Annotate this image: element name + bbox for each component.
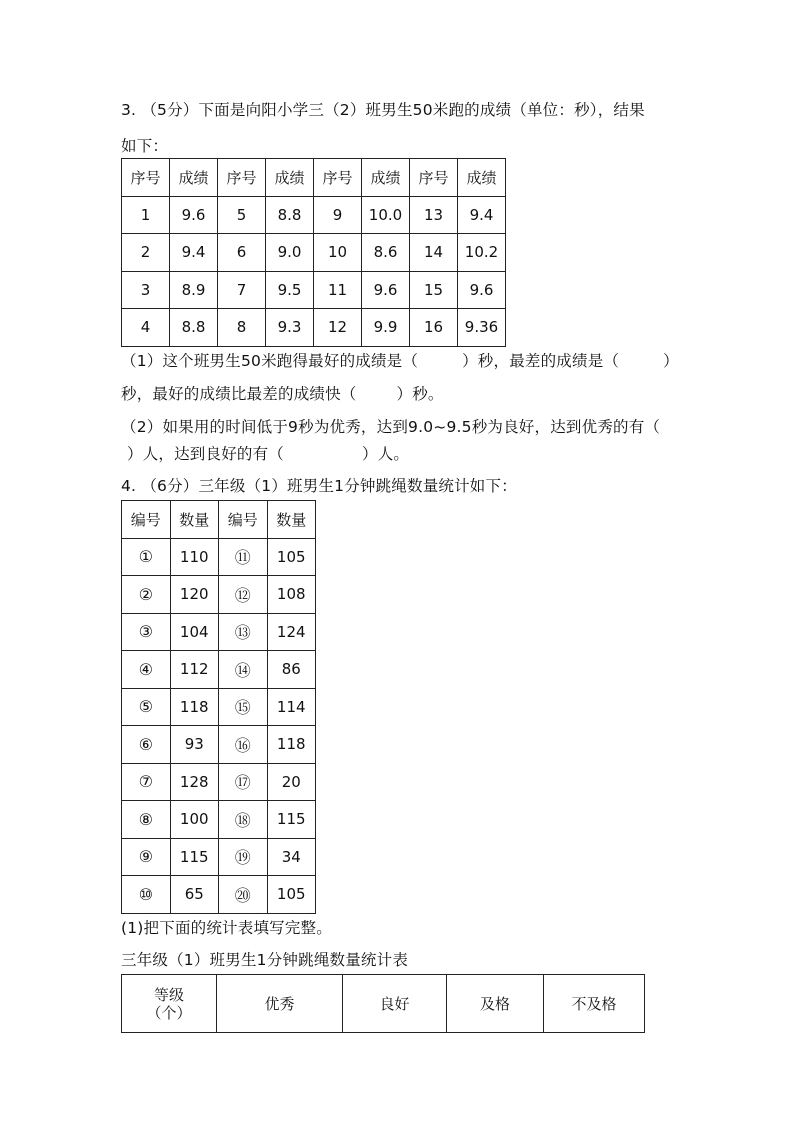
table-cell: 128 — [170, 763, 219, 801]
table-cell: 16 — [410, 309, 458, 347]
table-cell: 115 — [170, 838, 219, 876]
q3-line2: 如下： — [121, 137, 169, 155]
table-cell: ② — [122, 576, 171, 614]
table-row — [122, 651, 316, 689]
table-cell: 9.36 — [458, 309, 506, 347]
stats-header-fail: 不及格 — [544, 975, 645, 1033]
table-cell: 8 — [218, 309, 266, 347]
table-cell: ⑤ — [122, 688, 171, 726]
table-cell: 1 — [122, 196, 170, 234]
q3-sub1-part-b: ）秒，最差的成绩是（ — [462, 352, 620, 370]
table-row — [122, 613, 316, 651]
q3-sub2-line1: （2）如果用的时间低于9秒为优秀，达到9.0~9.5秒为良好，达到优秀的有（ — [121, 418, 661, 436]
table-cell: 9.4 — [170, 234, 218, 272]
table-cell: 9.4 — [458, 196, 506, 234]
table-cell: 8.6 — [362, 234, 410, 272]
table-cell: ⑮ — [219, 688, 268, 726]
table-cell: 108 — [267, 576, 316, 614]
table-cell: ⑥ — [122, 726, 171, 764]
table-cell: ⑬ — [219, 613, 268, 651]
table-cell: 8.8 — [170, 309, 218, 347]
table-cell: 8.8 — [266, 196, 314, 234]
table-row — [122, 876, 316, 914]
table-cell: 124 — [267, 613, 316, 651]
table-cell: 9.0 — [266, 234, 314, 272]
table-cell: 105 — [267, 538, 316, 576]
table-row — [122, 975, 645, 1033]
q3-sub1-part-a: （1）这个班男生50米跑得最好的成绩是（ — [121, 352, 419, 370]
table-cell: 86 — [267, 651, 316, 689]
table-cell: ① — [122, 538, 171, 576]
table-header-cell: 数量 — [170, 501, 219, 539]
table-cell: ⑳ — [219, 876, 268, 914]
table-cell: 34 — [267, 838, 316, 876]
table-header-cell: 序号 — [122, 159, 170, 197]
table-cell: 13 — [410, 196, 458, 234]
table-cell: 118 — [170, 688, 219, 726]
table-cell: ③ — [122, 613, 171, 651]
stats-header-good: 良好 — [343, 975, 447, 1033]
table-cell: 9.6 — [362, 271, 410, 309]
table-row — [122, 763, 316, 801]
table-cell: 114 — [267, 688, 316, 726]
table-row — [122, 726, 316, 764]
table-cell: 12 — [314, 309, 362, 347]
q3-sub1-part-d: 秒，最好的成绩比最差的成绩快（ — [121, 385, 357, 403]
q4-sub1: (1)把下面的统计表填写完整。 — [121, 919, 332, 937]
table-cell: 120 — [170, 576, 219, 614]
table-cell: ⑧ — [122, 801, 171, 839]
table-cell: 104 — [170, 613, 219, 651]
table-cell: 7 — [218, 271, 266, 309]
q4-stats-table — [121, 974, 645, 1033]
q3-sub1-part-e: ）秒。 — [396, 385, 444, 403]
table-header-cell: 成绩 — [362, 159, 410, 197]
table-cell: 9.6 — [170, 196, 218, 234]
table-cell: 15 — [410, 271, 458, 309]
table-cell: 4 — [122, 309, 170, 347]
table-cell: 65 — [170, 876, 219, 914]
table-cell: 93 — [170, 726, 219, 764]
table-cell: 9.6 — [458, 271, 506, 309]
table-cell: ⑯ — [219, 726, 268, 764]
table-cell: 3 — [122, 271, 170, 309]
table-cell: ⑭ — [219, 651, 268, 689]
table-cell: 10.0 — [362, 196, 410, 234]
table-row — [122, 688, 316, 726]
table-cell: 9 — [314, 196, 362, 234]
table-cell: 2 — [122, 234, 170, 272]
table-row — [122, 309, 506, 347]
table-cell: ⑩ — [122, 876, 171, 914]
table-header-cell: 成绩 — [170, 159, 218, 197]
table-header-cell: 序号 — [218, 159, 266, 197]
table-header-cell: 序号 — [314, 159, 362, 197]
table-header-cell: 编号 — [122, 501, 171, 539]
table-header-cell: 数量 — [267, 501, 316, 539]
q3-line1: 3. （5分）下面是向阳小学三（2）班男生50米跑的成绩（单位：秒），结果 — [121, 101, 645, 119]
q3-sub1-line1 — [121, 349, 679, 371]
table-cell: 11 — [314, 271, 362, 309]
table-row — [122, 801, 316, 839]
q3-sub2-part-c: ）人。 — [362, 445, 410, 463]
table-cell: ⑪ — [219, 538, 268, 576]
table-cell: ⑱ — [219, 801, 268, 839]
q4-line1: 4. （6分）三年级（1）班男生1分钟跳绳数量统计如下： — [121, 477, 517, 495]
table-cell: 112 — [170, 651, 219, 689]
table-cell: 105 — [267, 876, 316, 914]
table-cell: ④ — [122, 651, 171, 689]
stats-header-pass: 及格 — [447, 975, 544, 1033]
table-row — [122, 196, 506, 234]
table-cell: 118 — [267, 726, 316, 764]
table-header-cell: 编号 — [219, 501, 268, 539]
table-cell: ⑫ — [219, 576, 268, 614]
table-cell: 6 — [218, 234, 266, 272]
table-row — [122, 576, 316, 614]
table-cell: 8.9 — [170, 271, 218, 309]
table-header-cell: 成绩 — [458, 159, 506, 197]
table-row — [122, 538, 316, 576]
table-header-row — [122, 501, 316, 539]
table-row — [122, 271, 506, 309]
table-cell: 9.5 — [266, 271, 314, 309]
table-cell: 10.2 — [458, 234, 506, 272]
table-cell: 9.9 — [362, 309, 410, 347]
table-header-row — [122, 159, 506, 197]
stats-header-excellent: 优秀 — [217, 975, 343, 1033]
q3-results-table — [121, 158, 506, 347]
table-row — [122, 838, 316, 876]
table-cell: ⑲ — [219, 838, 268, 876]
table-cell: ⑰ — [219, 763, 268, 801]
q4-stats-title: 三年级（1）班男生1分钟跳绳数量统计表 — [121, 951, 409, 969]
q3-sub1-part-c: ） — [663, 352, 679, 370]
table-cell: 110 — [170, 538, 219, 576]
table-row — [122, 234, 506, 272]
table-cell: 10 — [314, 234, 362, 272]
table-cell: 100 — [170, 801, 219, 839]
table-cell: 5 — [218, 196, 266, 234]
table-header-cell: 成绩 — [266, 159, 314, 197]
table-cell: 20 — [267, 763, 316, 801]
q3-sub2-line2 — [121, 442, 409, 464]
table-cell: ⑨ — [122, 838, 171, 876]
q4-jumprope-table — [121, 500, 316, 914]
q3-sub1-line2 — [121, 382, 444, 404]
q3-sub2-part-b: ）人，达到良好的有（ — [127, 445, 285, 463]
stats-header-grade-text: 等级 （个） — [146, 985, 192, 1022]
table-header-cell: 序号 — [410, 159, 458, 197]
table-cell: 14 — [410, 234, 458, 272]
table-cell: 9.3 — [266, 309, 314, 347]
stats-header-grade — [122, 975, 217, 1033]
table-cell: 115 — [267, 801, 316, 839]
table-cell: ⑦ — [122, 763, 171, 801]
